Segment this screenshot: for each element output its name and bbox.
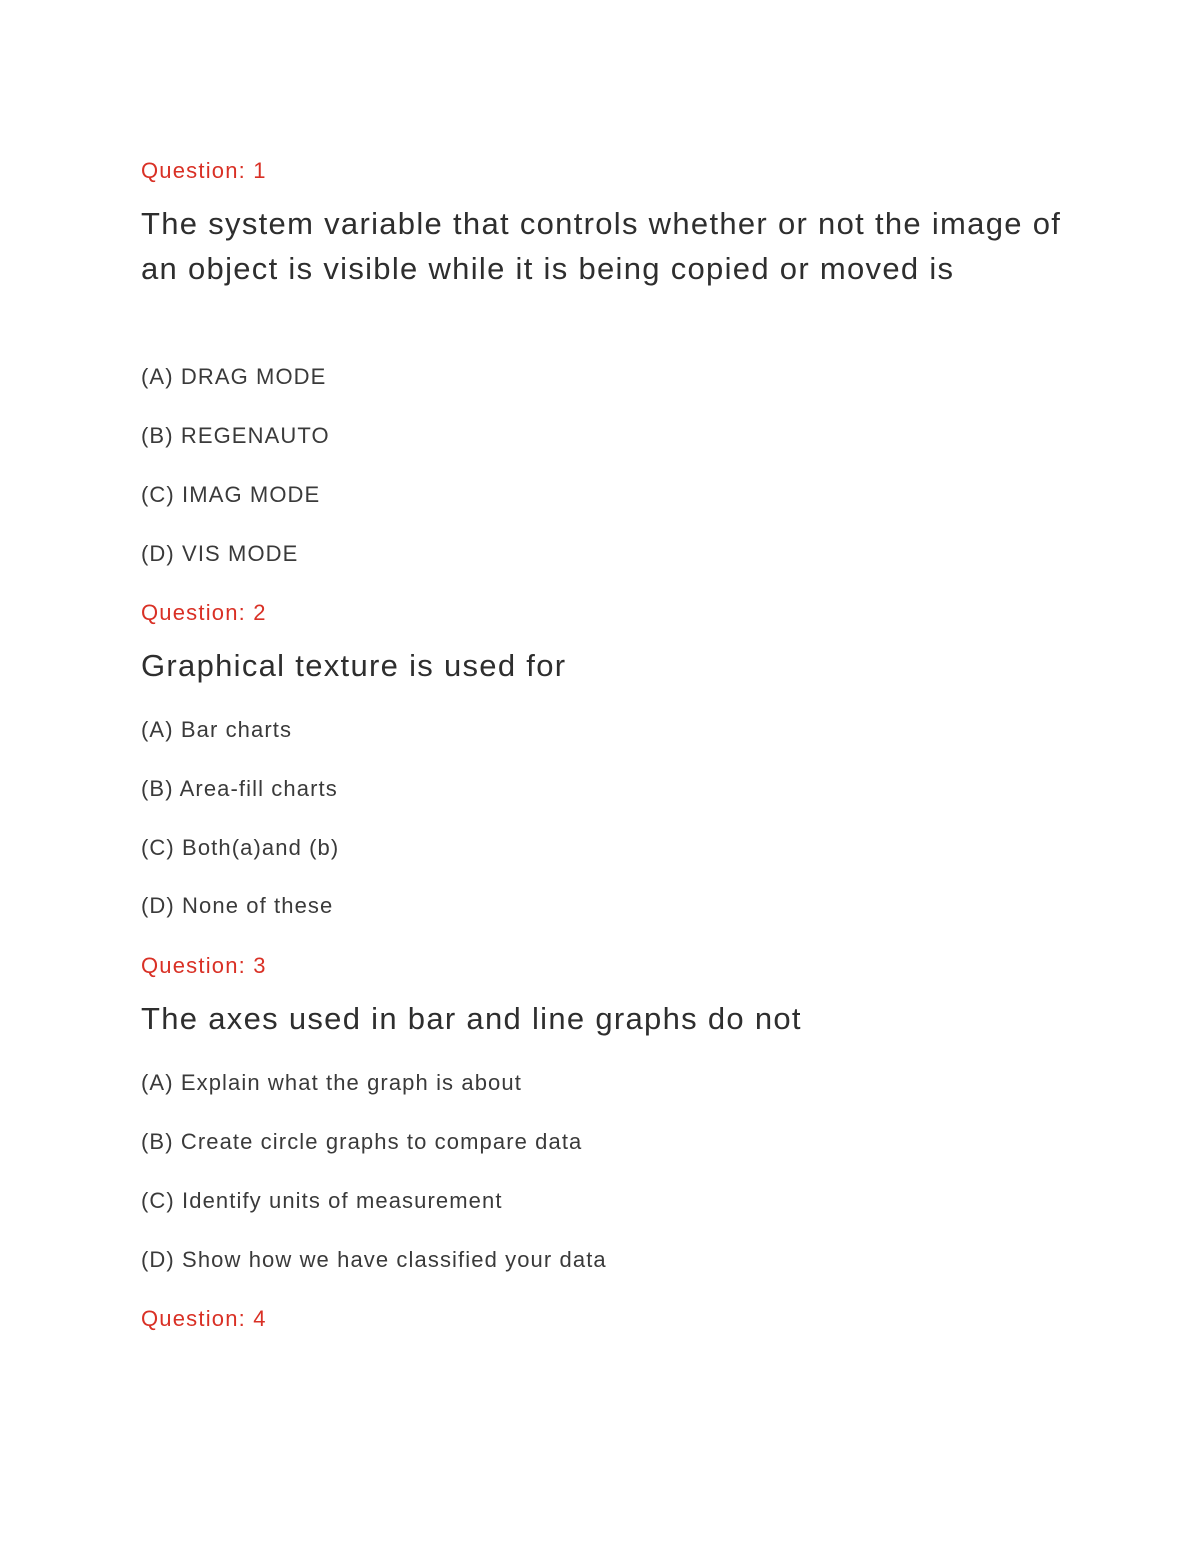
question-label: Question: 3 — [141, 953, 267, 978]
answer-option: (C) IMAG MODE — [141, 482, 321, 507]
answer-option: (B) Area-fill charts — [141, 776, 338, 801]
answer-option: (B) REGENAUTO — [141, 423, 330, 448]
question-label: Question: 1 — [141, 158, 267, 183]
answer-option: (A) Explain what the graph is about — [141, 1070, 522, 1095]
question-text: Graphical texture is used for — [141, 648, 567, 683]
question-text: The system variable that controls whether or not the image of an object is visible while it is being copied or moved is — [141, 206, 1062, 286]
answer-option: (D) VIS MODE — [141, 541, 299, 566]
question-text: The axes used in bar and line graphs do not — [141, 1001, 802, 1036]
question-label: Question: 2 — [141, 600, 267, 625]
answer-option: (C) Identify units of measurement — [141, 1188, 503, 1213]
answer-option: (D) None of these — [141, 893, 334, 918]
answer-option: (D) Show how we have classified your data — [141, 1247, 607, 1272]
answer-option: (C) Both(a)and (b) — [141, 835, 340, 860]
question-label: Question: 4 — [141, 1306, 267, 1331]
answer-option: (A) DRAG MODE — [141, 364, 327, 389]
answer-option: (B) Create circle graphs to compare data — [141, 1129, 583, 1154]
answer-option: (A) Bar charts — [141, 717, 293, 742]
